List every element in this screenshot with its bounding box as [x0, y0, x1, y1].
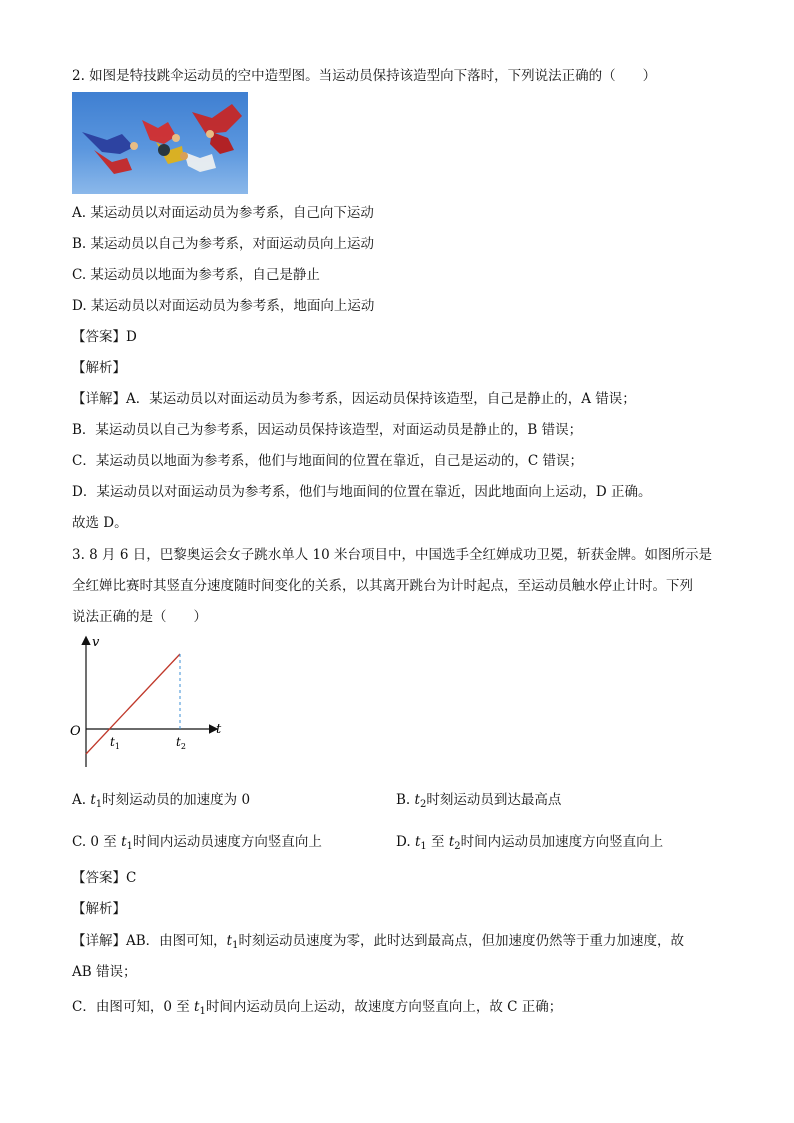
- q3-stem-line1: 3. 8 月 6 日，巴黎奥运会女子跳水单人 10 米台项目中，中国选手全红婵成功卫冕，斩获金牌。如图所示是: [72, 547, 712, 563]
- t1-label: $t_1$: [110, 735, 120, 751]
- origin-label: O: [70, 724, 81, 739]
- q3-stem-line3: 说法正确的是（ ）: [72, 609, 207, 625]
- q3-detail-c: C．由图可知，0 至 $t_1$时间内运动员向上运动，故速度方向竖直向上，故 C 正确；: [72, 999, 563, 1017]
- q3-option-d: D. $t_1$ 至 $t_2$时间内运动员加速度方向竖直向上: [396, 834, 664, 852]
- q3-option-b: B. $t_2$时刻运动员到达最高点: [396, 792, 562, 810]
- q3-stem-line2: 全红婵比赛时其竖直分速度随时间变化的关系，以其离开跳台为计时起点，至运动员触水停止计时。下列: [72, 578, 693, 594]
- q3-analysis-heading: 【解析】: [72, 901, 126, 917]
- q2-analysis-heading: 【解析】: [72, 360, 126, 376]
- t2-label: $t_2$: [176, 735, 186, 751]
- q2-option-c: C. 某运动员以地面为参考系，自己是静止: [72, 267, 320, 283]
- velocity-line: [86, 654, 180, 754]
- q2-conclusion: 故选 D。: [72, 515, 128, 531]
- y-axis-label: v: [92, 635, 100, 650]
- skydivers-photo: [72, 92, 248, 194]
- q2-option-b: B. 某运动员以自己为参考系，对面运动员向上运动: [72, 236, 375, 252]
- q3-detail-ab-line2: AB 错误；: [72, 964, 137, 980]
- q2-option-a: A. 某运动员以对面运动员为参考系，自己向下运动: [72, 205, 374, 221]
- q3-detail-ab: 【详解】AB．由图可知，$t_1$时刻运动员速度为零，此时达到最高点，但加速度仍然等于重力加速度，故: [72, 933, 684, 951]
- q3-option-c: C. 0 至 $t_1$时间内运动员速度方向竖直向上: [72, 834, 322, 852]
- q2-detail-b: B．某运动员以自己为参考系，因运动员保持该造型，对面运动员是静止的，B 错误；: [72, 422, 583, 438]
- q3-answer: 【答案】C: [72, 870, 137, 886]
- q3-option-a: A. $t_1$时刻运动员的加速度为 0: [72, 792, 251, 810]
- q2-stem: 2. 如图是特技跳伞运动员的空中造型图。当运动员保持该造型向下落时，下列说法正确的（ ）: [72, 68, 657, 84]
- v-t-graph: [66, 632, 236, 776]
- q2-answer: 【答案】D: [72, 329, 137, 345]
- q2-detail-c: C．某运动员以地面为参考系，他们与地面间的位置在靠近，自己是运动的，C 错误；: [72, 453, 583, 469]
- q2-option-d: D. 某运动员以对面运动员为参考系，地面向上运动: [72, 298, 375, 314]
- q2-detail-a: 【详解】A．某运动员以对面运动员为参考系，因运动员保持该造型，自己是静止的，A 错误；: [72, 391, 636, 407]
- q2-detail-d: D．某运动员以对面运动员为参考系，他们与地面间的位置在靠近，因此地面向上运动，D 正确。: [72, 484, 652, 500]
- x-axis-label: t: [216, 722, 222, 737]
